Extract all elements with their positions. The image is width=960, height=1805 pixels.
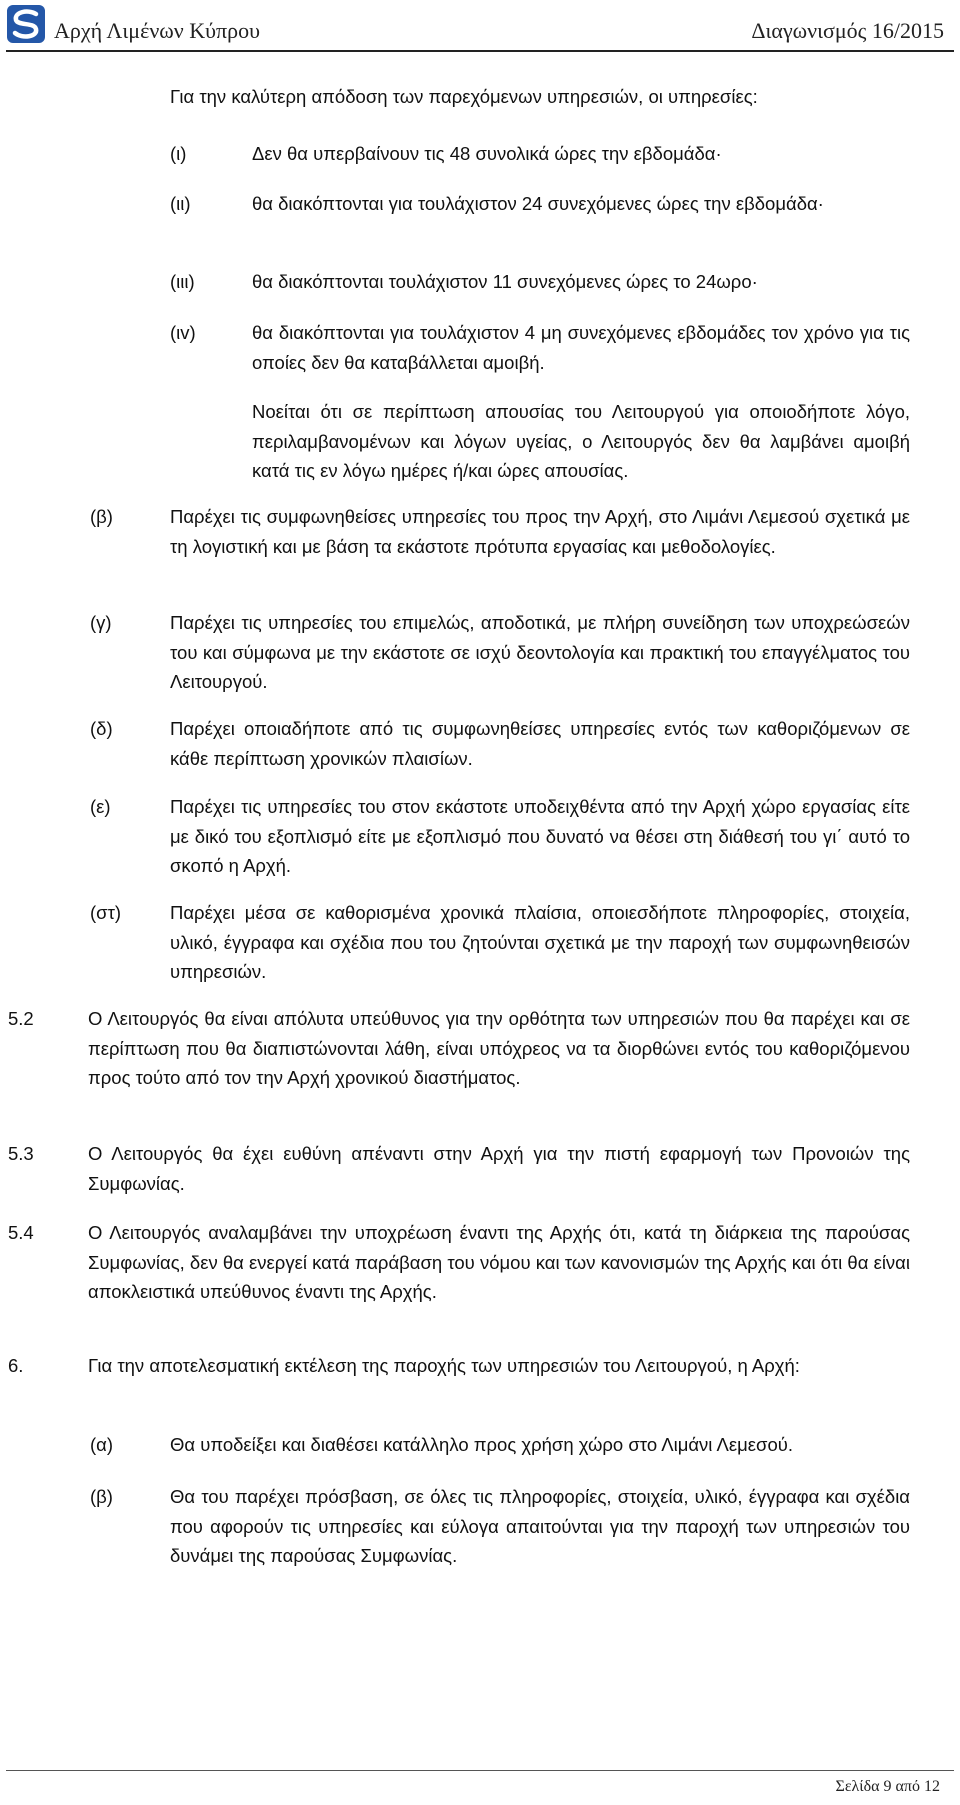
letter-item-e-label: (ε) (90, 796, 111, 817)
footer-divider (6, 1770, 954, 1771)
roman-item-2-label: (ιι) (170, 193, 191, 214)
letter-item-e-text: Παρέχει τις υπηρεσίες του στον εκάστοτε υποδειχθέντα από την Αρχή χώρο εργασίας είτε με δικό του εξοπλισμό είτε με εξοπλισμό που δυνατό να θέσει στη διάθεσή του γι΄ αυτό το σκοπό η Αρχή. (170, 796, 910, 876)
section-5-2-number: 5.2 (8, 1008, 34, 1029)
absence-note: Νοείται ότι σε περίπτωση απουσίας του Λειτουργού για οποιοδήποτε λόγο, περιλαμβανομένων και λόγων υγείας, ο Λειτουργός δεν θα λαμβάνει αμοιβή κατά τις εν λόγω ημέρες ή/και ώρες απουσίας. (252, 401, 910, 481)
letter-item-b-text: Παρέχει τις συμφωνηθείσες υπηρεσίες του προς την Αρχή, στο Λιμάνι Λεμεσού σχετικά με τη λογιστική και με βάση τα εκάστοτε πρότυπα εργασίας και μεθοδολογίες. (170, 506, 910, 557)
section-6-item-a-text: Θα υποδείξει και διαθέσει κατάλληλο προς χρήση χώρο στο Λιμάνι Λεμεσού. (170, 1434, 794, 1455)
section-5-3-number: 5.3 (8, 1143, 34, 1164)
ports-authority-logo-icon (6, 4, 46, 44)
section-5-2-text: Ο Λειτουργός θα είναι απόλυτα υπεύθυνος για την ορθότητα των υπηρεσιών που θα παρέχει και σε περίπτωση που θα διαπιστώνονται λάθη, είναι υπόχρεος να τα διορθώνει εντός του καθοριζόμενου προς τούτο από τον την Αρχή χρονικού διαστήματος. (88, 1008, 910, 1088)
section-5-3-text: Ο Λειτουργός θα έχει ευθύνη απέναντι στην Αρχή για την πιστή εφαρμογή των Προνοιών της Συμφωνίας. (88, 1143, 910, 1194)
roman-item-4-label: (ιv) (170, 322, 196, 343)
roman-item-3-label: (ιιι) (170, 271, 195, 292)
letter-item-d-label: (δ) (90, 718, 113, 739)
letter-item-b-label: (β) (90, 506, 113, 527)
header-tender-number: Διαγωνισμός 16/2015 (751, 18, 944, 43)
letter-item-st-label: (στ) (90, 902, 122, 923)
section-6-item-a-label: (α) (90, 1434, 114, 1455)
section-6-text: Για την αποτελεσματική εκτέλεση της παροχής των υπηρεσιών του Λειτουργού, η Αρχή: (88, 1355, 800, 1376)
roman-item-2-text: θα διακόπτονται για τουλάχιστον 24 συνεχόμενες ώρες την εβδομάδα· (252, 193, 824, 214)
header-divider (6, 50, 954, 52)
section-6-item-b-text: Θα του παρέχει πρόσβαση, σε όλες τις πληροφορίες, στοιχεία, υλικό, έγγραφα και σχέδια που αφορούν τις υπηρεσίες και εύλογα απαιτούνται για την παροχή των υπηρεσιών του δυνάμει της παρούσας Συμφωνίας. (170, 1486, 910, 1566)
page-number: Σελίδα 9 από 12 (835, 1778, 940, 1795)
section-5-4-number: 5.4 (8, 1222, 34, 1243)
letter-item-c-text: Παρέχει τις υπηρεσίες του επιμελώς, αποδοτικά, με πλήρη συνείδηση των υποχρεώσεών του και σύμφωνα με την εκάστοτε σε ισχύ δεοντολογία και πρακτική του επαγγέλματος του Λειτουργού. (170, 612, 910, 692)
section-6-item-b-label: (β) (90, 1486, 113, 1507)
roman-item-4-text: θα διακόπτονται για τουλάχιστον 4 μη συνεχόμενες εβδομάδες τον χρόνο για τις οποίες δεν θα καταβάλλεται αμοιβή. (252, 322, 910, 373)
roman-item-1-label: (ι) (170, 143, 187, 164)
page-header (0, 0, 960, 62)
roman-item-3-text: θα διακόπτονται τουλάχιστον 11 συνεχόμενες ώρες το 24ωρο· (252, 271, 758, 292)
letter-item-d-text: Παρέχει οποιαδήποτε από τις συμφωνηθείσες υπηρεσίες εντός των καθοριζόμενων σε κάθε περίπτωση χρονικών πλαισίων. (170, 718, 910, 769)
section-6-number: 6. (8, 1355, 24, 1376)
letter-item-c-label: (γ) (90, 612, 112, 633)
section-5-4-text: Ο Λειτουργός αναλαμβάνει την υποχρέωση έναντι της Αρχής ότι, κατά τη διάρκεια της παρούσας Συμφωνίας, δεν θα ενεργεί κατά παράβαση του νόμου και των κανονισμών της Αρχής και ότι θα είναι αποκλειστικά υπεύθυνος έναντι της Αρχής. (88, 1222, 910, 1302)
header-organization: Αρχή Λιμένων Κύπρου (54, 18, 260, 43)
roman-item-1-text: Δεν θα υπερβαίνουν τις 48 συνολικά ώρες την εβδομάδα· (252, 143, 722, 164)
intro-text: Για την καλύτερη απόδοση των παρεχόμενων υπηρεσιών, οι υπηρεσίες: (170, 86, 758, 107)
letter-item-st-text: Παρέχει μέσα σε καθορισμένα χρονικά πλαίσια, οποιεσδήποτε πληροφορίες, στοιχεία, υλικό, έγγραφα και σχέδια που του ζητούνται σχετικά με την παροχή των συμφωνηθεισών υπηρεσιών. (170, 902, 910, 982)
